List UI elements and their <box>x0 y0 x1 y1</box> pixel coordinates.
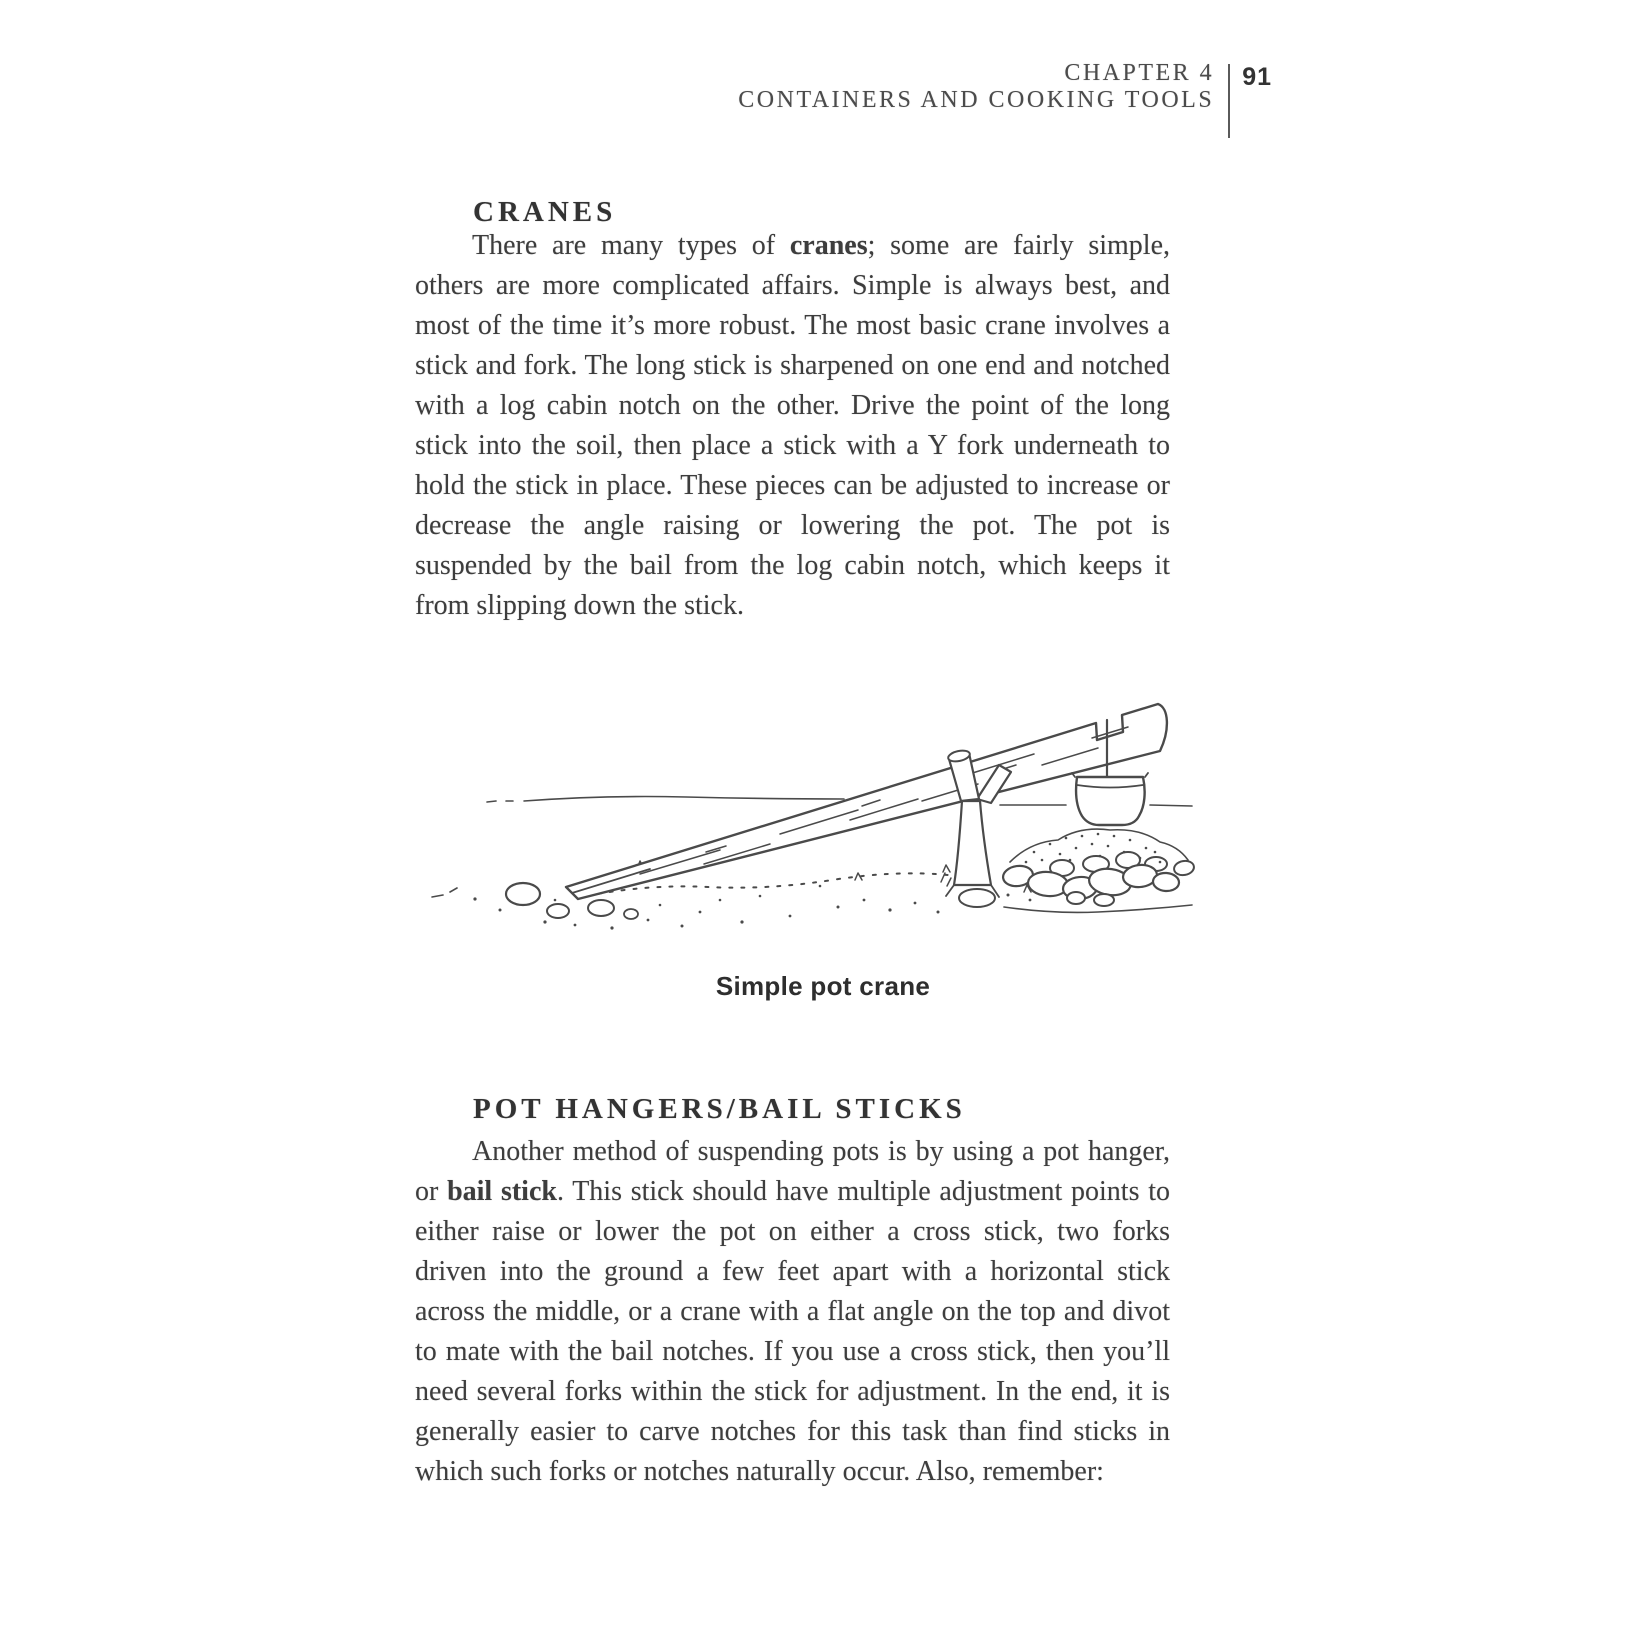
page-header <box>738 60 1272 138</box>
chapter-label: CHAPTER 4 <box>1064 60 1215 86</box>
bold-term-cranes: cranes <box>789 230 868 261</box>
pot-crane-illustration <box>417 646 1195 938</box>
figure-caption: Simple pot crane <box>715 971 931 1001</box>
paragraph-pot-hangers <box>415 1132 1170 1492</box>
bold-term-bail-stick: bail stick <box>447 1176 557 1207</box>
paragraph-text: There are many types of <box>472 230 790 261</box>
running-head-text <box>738 60 1214 114</box>
header-divider <box>1228 64 1230 138</box>
chapter-title: CONTAINERS AND COOKING TOOLS <box>738 87 1215 113</box>
page-number: 91 <box>1242 63 1272 91</box>
paragraph-text: . This stick should have multiple adjustment points to either raise or lower the pot on either a cross stick, two forks driven into the ground a few feet apart with a horizontal stick across the middle, or a crane with a flat angle on the top and divot to mate with the bail notches. If you use a cross stick, then you’ll need several forks within the stick for adjustment. In the end, it is generally easier to carve notches for this task than find sticks in which such forks or notches naturally occur. Also, remember: <box>415 1176 1170 1487</box>
section-heading-pot-hangers: POT HANGERS/BAIL STICKS <box>473 1093 966 1125</box>
paragraph-text: ; some are fairly simple, others are more complicated affairs. Simple is always best, and most of the time it’s more robust. The most basic crane involves a stick and fork. The long stick is sharpened on one end and notched with a log cabin notch on the other. Drive the point of the long stick into the soil, then place a stick with a Y fork underneath to hold the stick in place. These pieces can be adjusted to increase or decrease the angle raising or lowering the pot. The pot is suspended by the bail from the log cabin notch, which keeps it from slipping down the stick. <box>415 230 1170 621</box>
paragraph-text: Another method of suspending pots is by using a pot hanger, or <box>415 1136 1170 1207</box>
paragraph-cranes <box>415 226 1170 626</box>
pot-crane-figure <box>417 646 1195 1002</box>
section-heading-cranes: CRANES <box>473 196 617 228</box>
